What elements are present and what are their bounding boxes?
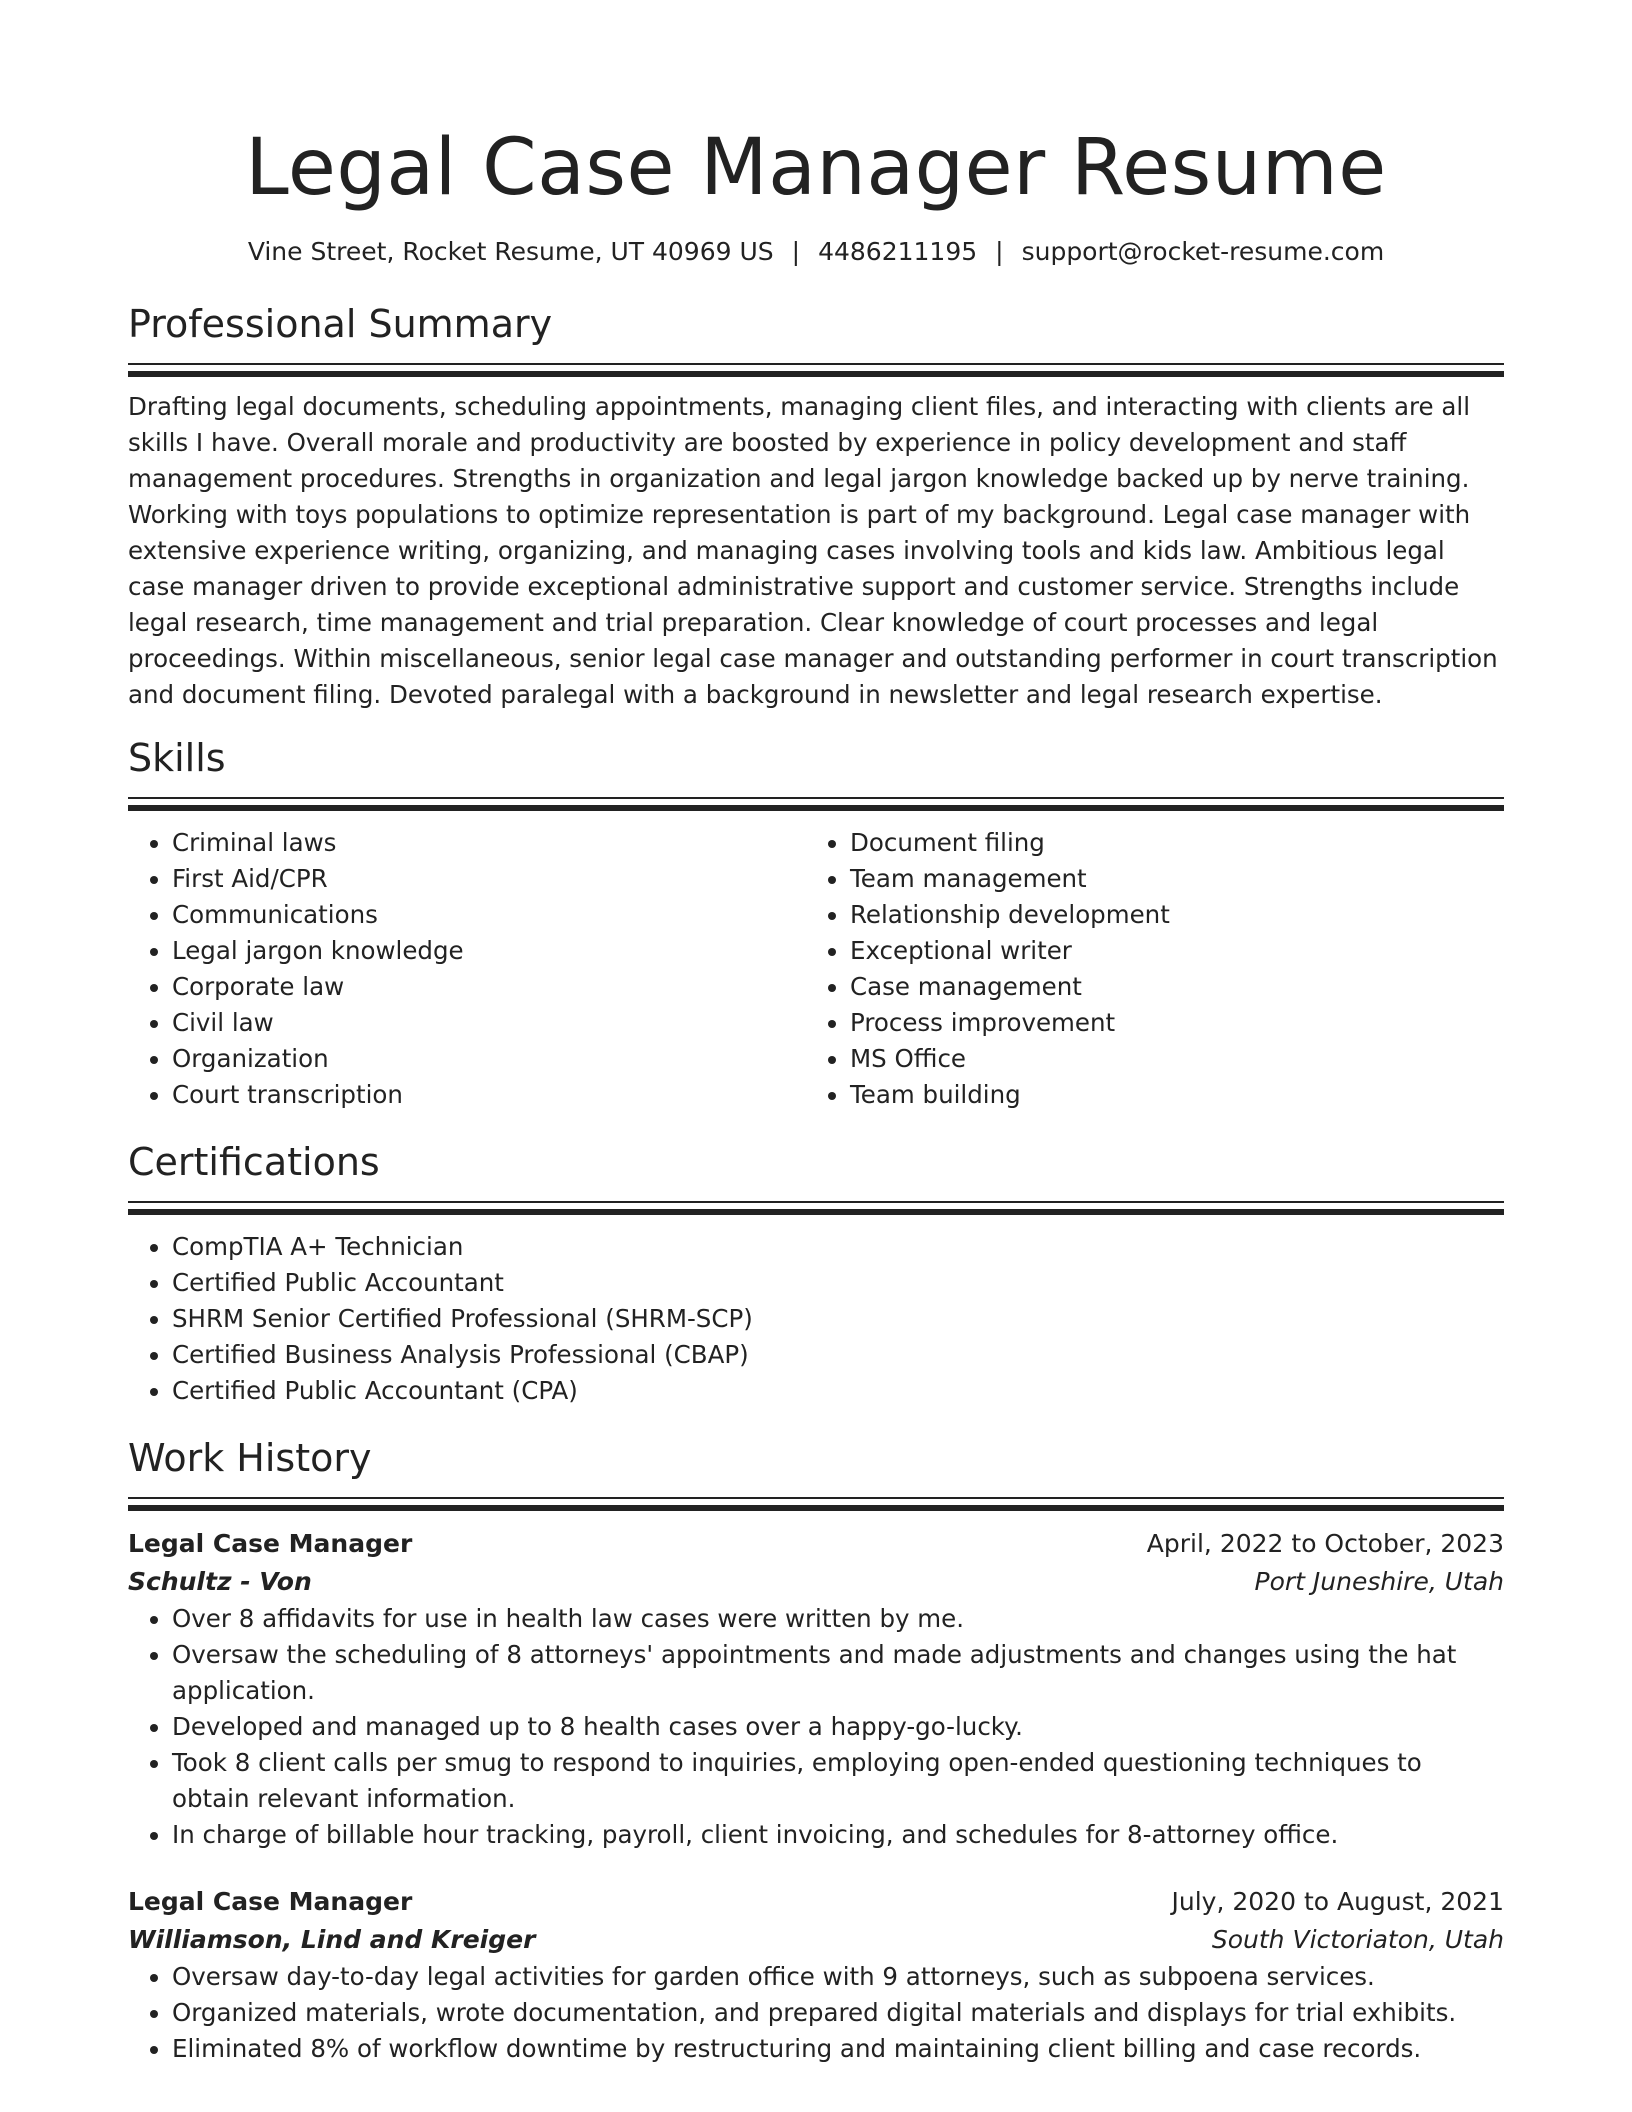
skills-column-left	[128, 825, 806, 1113]
job-bullet: • Oversaw day-to-day legal activities for garden office with 9 attorneys, such as subpoena services.	[172, 1959, 1504, 1995]
skill-item: • First Aid/CPR	[172, 861, 806, 897]
summary-heading: Professional Summary	[128, 302, 553, 346]
summary-section	[128, 301, 1504, 713]
skill-item: • Communications	[172, 897, 806, 933]
contact-phone: 4486211195	[818, 237, 978, 266]
contact-separator: |	[791, 237, 801, 266]
contact-line	[128, 236, 1504, 268]
job-bullet: • Took 8 client calls per smug to respond to inquiries, employing open-ended questioning techniques to obtain relevant information.	[172, 1745, 1504, 1817]
skills-column-right	[806, 825, 1484, 1113]
section-divider	[128, 1201, 1504, 1215]
contact-separator: |	[995, 237, 1004, 266]
job-entry	[128, 1525, 1504, 1853]
skill-item: • Exceptional writer	[850, 933, 1484, 969]
job-location: South Victoriaton, Utah	[1211, 1925, 1504, 1954]
section-divider	[128, 1497, 1504, 1511]
skill-item: • Criminal laws	[172, 825, 806, 861]
skills-heading: Skills	[128, 736, 226, 780]
job-dates: July, 2020 to August, 2021	[1171, 1887, 1504, 1916]
section-divider	[128, 797, 1504, 811]
certification-item: • Certified Public Accountant (CPA)	[172, 1373, 1504, 1409]
certifications-heading: Certifications	[128, 1140, 380, 1184]
job-dates: April, 2022 to October, 2023	[1146, 1529, 1504, 1558]
skill-item: • Court transcription	[172, 1077, 806, 1113]
job-bullet: • Over 8 affidavits for use in health law cases were written by me.	[172, 1601, 1504, 1637]
certifications-list	[128, 1229, 1504, 1409]
certifications-section	[128, 1139, 1504, 1409]
job-bullets	[128, 1601, 1504, 1853]
job-entry	[128, 1883, 1504, 2067]
job-company: Schultz - Von	[128, 1567, 312, 1596]
skill-item: • Process improvement	[850, 1005, 1484, 1041]
job-title: Legal Case Manager	[128, 1529, 413, 1558]
certification-item: • SHRM Senior Certified Professional (SHRM-SCP)	[172, 1301, 1504, 1337]
resume-title: Legal Case Manager Resume	[245, 123, 1387, 213]
job-company: Williamson, Lind and Kreiger	[128, 1925, 536, 1954]
skill-item: • Team building	[850, 1077, 1484, 1113]
summary-text: Drafting legal documents, scheduling appointments, managing client files, and interacting with clients are all skills I have. Overall morale and productivity are boosted by experience in policy development and staff management procedures. Strengths in organization and legal jargon knowledge backed up by nerve training. Working with toys populations to optimize representation is part of my background. Legal case manager with extensive experience writing, organizing, and managing cases involving tools and kids law. Ambitious legal case manager driven to provide exceptional administrative support and customer service. Strengths include legal research, time management and trial preparation. Clear knowledge of court processes and legal proceedings. Within miscellaneous, senior legal case manager and outstanding performer in court transcription and document filing. Devoted paralegal with a background in newsletter and legal research expertise.	[128, 392, 1498, 709]
skill-item: • Case management	[850, 969, 1484, 1005]
skill-item: • MS Office	[850, 1041, 1484, 1077]
work-history-heading: Work History	[128, 1436, 372, 1480]
job-header-row	[128, 1883, 1504, 1921]
certification-item: • Certified Business Analysis Professional (CBAP)	[172, 1337, 1504, 1373]
contact-address: Vine Street, Rocket Resume, UT 40969 US	[247, 237, 774, 266]
contact-email[interactable]: support@rocket-resume.com	[1021, 237, 1385, 266]
job-bullet: • Developed and managed up to 8 health cases over a happy-go-lucky.	[172, 1709, 1504, 1745]
skill-item: • Civil law	[172, 1005, 806, 1041]
job-subheader-row	[128, 1921, 1504, 1959]
skills-section	[128, 735, 1504, 1113]
job-bullets	[128, 1959, 1504, 2067]
job-subheader-row	[128, 1563, 1504, 1601]
skill-item: • Organization	[172, 1041, 806, 1077]
job-title: Legal Case Manager	[128, 1887, 413, 1916]
skill-item: • Document filing	[850, 825, 1484, 861]
job-location: Port Juneshire, Utah	[1254, 1567, 1504, 1596]
skill-item: • Relationship development	[850, 897, 1484, 933]
work-history-section	[128, 1435, 1504, 2067]
skill-item: • Legal jargon knowledge	[172, 933, 806, 969]
job-bullet: • In charge of billable hour tracking, payroll, client invoicing, and schedules for 8-attorney office.	[172, 1817, 1504, 1853]
job-bullet: • Eliminated 8% of workflow downtime by restructuring and maintaining client billing and case records.	[172, 2031, 1504, 2067]
job-header-row	[128, 1525, 1504, 1563]
section-divider	[128, 363, 1504, 377]
job-bullet: • Oversaw the scheduling of 8 attorneys' appointments and made adjustments and changes using the hat application.	[172, 1637, 1504, 1709]
job-bullet: • Organized materials, wrote documentation, and prepared digital materials and displays for trial exhibits.	[172, 1995, 1504, 2031]
resume-page	[128, 0, 1504, 2067]
skill-item: • Corporate law	[172, 969, 806, 1005]
skills-grid	[128, 825, 1504, 1113]
certification-item: • CompTIA A+ Technician	[172, 1229, 1504, 1265]
certification-item: • Certified Public Accountant	[172, 1265, 1504, 1301]
skill-item: • Team management	[850, 861, 1484, 897]
